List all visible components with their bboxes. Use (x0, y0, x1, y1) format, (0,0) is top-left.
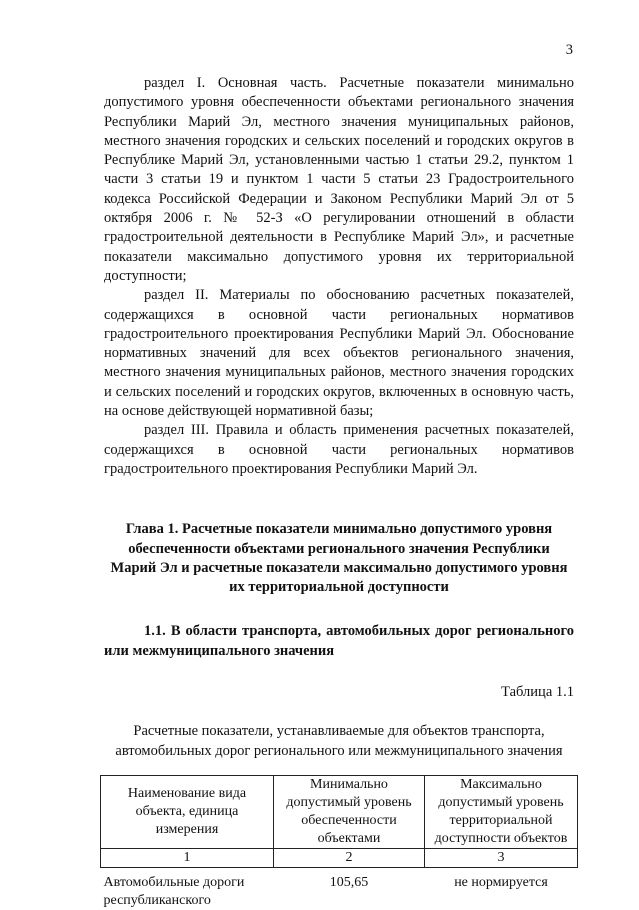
indicators-table (100, 775, 578, 910)
column-number: 3 (425, 848, 578, 867)
table-column-numbers-row (101, 848, 578, 867)
table-caption: Расчетные показатели, устанавливаемые для объектов транспорта, автомобильных дорог регионального или межмуниципального значения (115, 723, 563, 759)
table-cell: Автомобильные дороги республиканского (103, 874, 245, 908)
paragraph-section-3: раздел III. Правила и область применения расчетных показателей, содержащихся в основной части региональных нормативов градостроительного проектирования Республики Марий Эл. (104, 422, 574, 477)
table-header-cell: Наименование вида объекта, единица измерения (101, 775, 274, 848)
table-header-row (101, 775, 578, 848)
document-body (104, 74, 574, 910)
column-number: 1 (101, 848, 274, 867)
table-header-cell: Минимально допустимый уровень обеспеченности объектами (274, 775, 425, 848)
table-row (101, 867, 578, 910)
page-number: 3 (565, 42, 573, 58)
column-number: 2 (274, 848, 425, 867)
table-header-cell: Максимально допустимый уровень территориальной доступности объектов (425, 775, 578, 848)
paragraph-section-2: раздел II. Материалы по обоснованию расчетных показателей, содержащихся в основной части региональных нормативов градостроительного проектирования Республики Марий Эл. Обоснование нормативных значений для всех объектов регионального значения, местного значения муниципальных районов, местного значения городских и сельских поселений и городских округов, включенных в основную часть, на основе действующей нормативной базы; (104, 287, 574, 420)
chapter-title: Глава 1. Расчетные показатели минимально допустимого уровня обеспеченности объектами регионального значения Республики Марий Эл и расчетные показатели максимально допустимого уровня их территориальной доступности (110, 521, 568, 596)
section-title: 1.1. В области транспорта, автомобильных дорог регионального или межмуниципального значения (104, 623, 574, 659)
table-cell: 105,65 (329, 874, 369, 890)
paragraph-section-1: раздел I. Основная часть. Расчетные показатели минимально допустимого уровня обеспеченности объектами регионального значения Республики Марий Эл, местного значения муниципальных районов, местного значения городских и сельских поселений и городских округов в Республике Марий Эл, установленными частью 1 статьи 29.2, пунктом 1 части 3 статьи 19 и пунктом 1 части 5 статьи 23 Градостроительного кодекса Российской Федерации и Законом Республики Марий Эл от 5 октября 2006 г. № 52-З «О регулировании отношений в области градостроительной деятельности в Республике Марий Эл», и расчетные показатели максимально допустимого уровня их территориальной доступности; (104, 75, 574, 284)
table-cell: не нормируется (454, 874, 548, 890)
table-number: Таблица 1.1 (501, 684, 574, 701)
